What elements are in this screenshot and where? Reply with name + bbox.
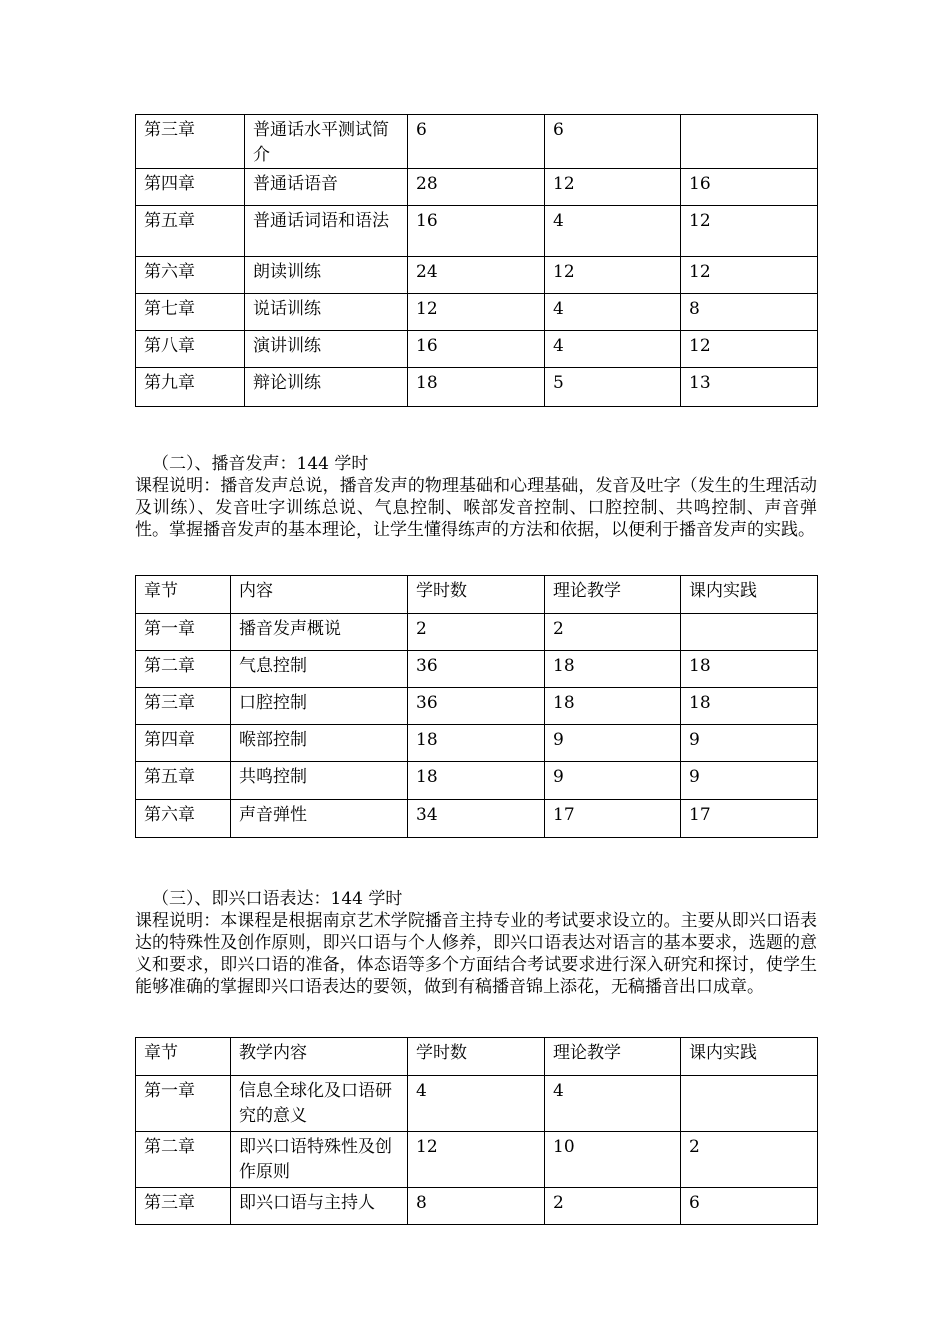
practice-cell: 13 (681, 368, 818, 407)
content-cell: 普通话词语和语法 (245, 206, 408, 257)
content-cell: 声音弹性 (231, 800, 408, 838)
header-content: 内容 (231, 576, 408, 614)
chapter-cell: 第三章 (136, 1188, 231, 1225)
course-table-putonghua (135, 114, 818, 407)
theory-cell: 6 (545, 115, 681, 169)
practice-cell (681, 1076, 818, 1132)
theory-cell: 5 (545, 368, 681, 407)
theory-cell: 12 (545, 169, 681, 206)
content-cell: 口腔控制 (231, 688, 408, 725)
practice-cell: 12 (681, 331, 818, 368)
section-impromptu-speech (135, 888, 817, 998)
chapter-cell: 第二章 (136, 1132, 231, 1188)
table-row (136, 294, 818, 331)
hours-cell: 12 (408, 294, 545, 331)
table-row (136, 688, 818, 725)
theory-cell: 4 (545, 331, 681, 368)
header-practice: 课内实践 (681, 1038, 818, 1076)
chapter-cell: 第二章 (136, 651, 231, 688)
section-broadcast-vocalization (135, 453, 817, 541)
table-row (136, 115, 818, 169)
table-row (136, 1132, 818, 1188)
theory-cell: 2 (545, 1188, 681, 1225)
hours-cell: 36 (408, 688, 545, 725)
table-row (136, 614, 818, 651)
table-row (136, 762, 818, 800)
hours-cell: 4 (408, 1076, 545, 1132)
hours-cell: 2 (408, 614, 545, 651)
chapter-cell: 第四章 (136, 169, 245, 206)
chapter-cell: 第一章 (136, 1076, 231, 1132)
section-title: （三）、即兴口语表达：144 学时 (152, 889, 403, 909)
hours-cell: 34 (408, 800, 545, 838)
content-cell: 播音发声概说 (231, 614, 408, 651)
practice-cell (681, 614, 818, 651)
practice-cell: 18 (681, 651, 818, 688)
hours-cell: 6 (408, 115, 545, 169)
table-row (136, 725, 818, 762)
table-header-row (136, 576, 818, 614)
theory-cell: 9 (545, 725, 681, 762)
header-theory: 理论教学 (545, 1038, 681, 1076)
chapter-cell: 第九章 (136, 368, 245, 407)
practice-cell: 16 (681, 169, 818, 206)
hours-cell: 18 (408, 725, 545, 762)
practice-cell: 6 (681, 1188, 818, 1225)
course-table-impromptu (135, 1037, 818, 1225)
practice-cell: 9 (681, 762, 818, 800)
practice-cell: 12 (681, 206, 818, 257)
header-hours: 学时数 (408, 576, 545, 614)
theory-cell: 2 (545, 614, 681, 651)
hours-cell: 8 (408, 1188, 545, 1225)
hours-cell: 18 (408, 368, 545, 407)
header-theory: 理论教学 (545, 576, 681, 614)
table-row (136, 368, 818, 407)
table-header-row (136, 1038, 818, 1076)
table-row (136, 257, 818, 294)
chapter-cell: 第七章 (136, 294, 245, 331)
course-description: 课程说明：本课程是根据南京艺术学院播音主持专业的考试要求设立的。主要从即兴口语表达的特殊性及创作原则，即兴口语与个人修养，即兴口语表达对语言的基本要求，选题的意义和要求，即兴口语的准备，体态语等多个方面结合考试要求进行深入研究和探讨，使学生能够准确的掌握即兴口语表达的要领，做到有稿播音锦上添花，无稿播音出口成章。 (135, 911, 817, 997)
content-cell: 共鸣控制 (231, 762, 408, 800)
hours-cell: 28 (408, 169, 545, 206)
theory-cell: 12 (545, 257, 681, 294)
table-row (136, 1188, 818, 1225)
theory-cell: 9 (545, 762, 681, 800)
practice-cell: 12 (681, 257, 818, 294)
chapter-cell: 第四章 (136, 725, 231, 762)
hours-cell: 12 (408, 1132, 545, 1188)
content-cell: 普通话语音 (245, 169, 408, 206)
chapter-cell: 第六章 (136, 800, 231, 838)
theory-cell: 4 (545, 1076, 681, 1132)
table-row (136, 1076, 818, 1132)
chapter-cell: 第一章 (136, 614, 231, 651)
hours-cell: 18 (408, 762, 545, 800)
theory-cell: 18 (545, 688, 681, 725)
section-title: （二）、播音发声：144 学时 (152, 454, 369, 474)
practice-cell (681, 115, 818, 169)
content-cell: 即兴口语与主持人 (231, 1188, 408, 1225)
chapter-cell: 第三章 (136, 115, 245, 169)
table-row (136, 169, 818, 206)
theory-cell: 4 (545, 294, 681, 331)
header-chapter: 章节 (136, 1038, 231, 1076)
theory-cell: 4 (545, 206, 681, 257)
content-cell: 朗读训练 (245, 257, 408, 294)
chapter-cell: 第五章 (136, 206, 245, 257)
chapter-cell: 第六章 (136, 257, 245, 294)
hours-cell: 36 (408, 651, 545, 688)
hours-cell: 24 (408, 257, 545, 294)
content-cell: 辩论训练 (245, 368, 408, 407)
chapter-cell: 第八章 (136, 331, 245, 368)
content-cell: 喉部控制 (231, 725, 408, 762)
content-cell: 普通话水平测试简介 (245, 115, 408, 169)
course-table-vocalization (135, 575, 818, 838)
content-cell: 即兴口语特殊性及创作原则 (231, 1132, 408, 1188)
practice-cell: 17 (681, 800, 818, 838)
course-description: 课程说明：播音发声总说，播音发声的物理基础和心理基础，发音及吐字（发生的生理活动及训练）、发音吐字训练总说、气息控制、喉部发音控制、口腔控制、共鸣控制、声音弹性。掌握播音发声的基本理论，让学生懂得练声的方法和依据，以便利于播音发声的实践。 (135, 476, 817, 540)
table-row (136, 331, 818, 368)
content-cell: 信息全球化及口语研究的意义 (231, 1076, 408, 1132)
practice-cell: 8 (681, 294, 818, 331)
header-content: 教学内容 (231, 1038, 408, 1076)
table-row (136, 800, 818, 838)
theory-cell: 18 (545, 651, 681, 688)
practice-cell: 9 (681, 725, 818, 762)
table-row (136, 651, 818, 688)
theory-cell: 17 (545, 800, 681, 838)
hours-cell: 16 (408, 206, 545, 257)
hours-cell: 16 (408, 331, 545, 368)
content-cell: 说话训练 (245, 294, 408, 331)
header-practice: 课内实践 (681, 576, 818, 614)
theory-cell: 10 (545, 1132, 681, 1188)
chapter-cell: 第三章 (136, 688, 231, 725)
content-cell: 气息控制 (231, 651, 408, 688)
chapter-cell: 第五章 (136, 762, 231, 800)
practice-cell: 18 (681, 688, 818, 725)
header-chapter: 章节 (136, 576, 231, 614)
table-row (136, 206, 818, 257)
header-hours: 学时数 (408, 1038, 545, 1076)
content-cell: 演讲训练 (245, 331, 408, 368)
practice-cell: 2 (681, 1132, 818, 1188)
